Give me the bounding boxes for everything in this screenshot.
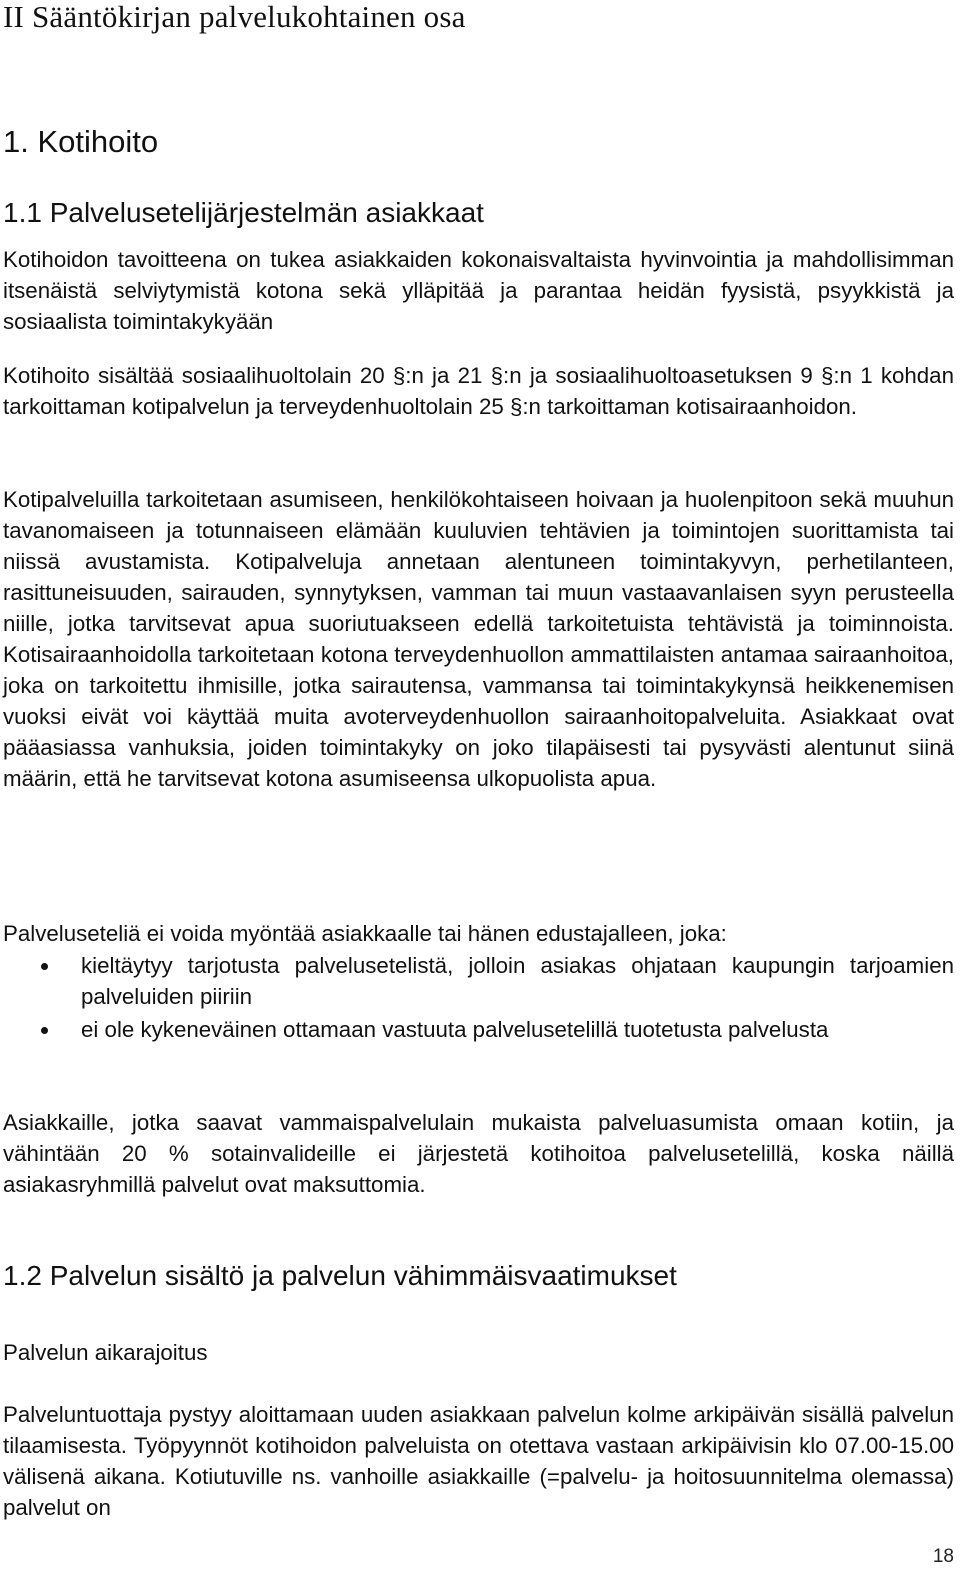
list-item-text: kieltäytyy tarjotusta palvelusetelistä, jolloin asiakas ohjataan kaupungin tarjoamien palveluiden piiriin	[81, 953, 954, 1009]
list-item-text: ei ole kykeneväinen ottamaan vastuuta palvelusetelillä tuotetusta palvelusta	[81, 1017, 829, 1042]
paragraph-legal-basis: Kotihoito sisältää sosiaalihuoltolain 20 §:n ja 21 §:n ja sosiaalihuoltoasetuksen 9 §:n 1 kohdan tarkoittaman kotipalvelun ja terveydenhuoltolain 25 §:n tarkoittaman kotisairaanhoidon.	[3, 363, 954, 419]
paragraph-time-limit: Palveluntuottaja pystyy aloittamaan uuden asiakkaan palvelun kolme arkipäivän sisällä palvelun tilaamisesta. Työpyynnöt kotihoidon palveluista on otettava vastaan arkipäivisin klo 07.00-15.00 välisenä aikana. Kotiutuville ns. vanhoille asiakkaille (=palvelu- ja hoitosuunnitelma olemassa) palvelut on	[3, 1402, 954, 1520]
list-item	[3, 1014, 954, 1045]
exclusion-intro: Palveluseteliä ei voida myöntää asiakkaalle tai hänen edustajalleen, joka:	[3, 921, 727, 946]
section-title-1-1: 1.1 Palvelusetelijärjestelmän asiakkaat	[3, 197, 484, 228]
bullet-icon	[41, 963, 48, 970]
part-title: II Sääntökirjan palvelukohtainen osa	[3, 0, 466, 34]
exclusion-list	[3, 950, 954, 1045]
subheading-time-limit: Palvelun aikarajoitus	[3, 1340, 208, 1365]
bullet-icon	[41, 1027, 48, 1034]
list-item	[3, 950, 954, 1012]
page-number: 18	[932, 1546, 954, 1567]
paragraph-free-services: Asiakkaille, jotka saavat vammaispalvelulain mukaista palveluasumista omaan kotiin, ja vähintään 20 % sotainvalideille ei järjestetä kotihoitoa palvelusetelillä, koska näillä asiakasryhmillä palvelut ovat maksuttomia.	[3, 1110, 954, 1197]
chapter-title: 1. Kotihoito	[3, 124, 159, 159]
paragraph-definitions: Kotipalveluilla tarkoitetaan asumiseen, henkilökohtaiseen hoivaan ja huolenpitoon sekä muuhun tavanomaiseen ja totunnaiseen elämään kuuluvien tehtävien ja toimintojen suorittamista tai niissä avustamista. Kotipalveluja annetaan alentuneen toimintakyvyn, perhetilanteen, rasittuneisuuden, sairauden, synnytyksen, vamman tai muun vastaavanlaisen syyn perusteella niille, jotka tarvitsevat apua suoriutuakseen edellä tarkoitetuista tehtävistä ja toiminnoista. Kotisairaanhoidolla tarkoitetaan kotona terveydenhuollon ammattilaisten antamaa sairaanhoitoa, joka on tarkoitettu ihmisille, jotka sairautensa, vammansa tai toimintakykynsä heikkenemisen vuoksi eivät voi käyttää muita avoterveydenhuollon sairaanhoitopalveluita. Asiakkaat ovat pääasiassa vanhuksia, joiden toimintakyky on joko tilapäisesti tai pysyvästi alentunut siinä määrin, että he tarvitsevat kotona asumiseensa ulkopuolista apua.	[3, 487, 954, 791]
paragraph-goals: Kotihoidon tavoitteena on tukea asiakkaiden kokonaisvaltaista hyvinvointia ja mahdollisimman itsenäistä selviytymistä kotona sekä ylläpitää ja parantaa heidän fyysistä, psyykkistä ja sosiaalista toimintakykyään	[3, 247, 954, 334]
section-title-1-2: 1.2 Palvelun sisältö ja palvelun vähimmäisvaatimukset	[3, 1260, 677, 1291]
